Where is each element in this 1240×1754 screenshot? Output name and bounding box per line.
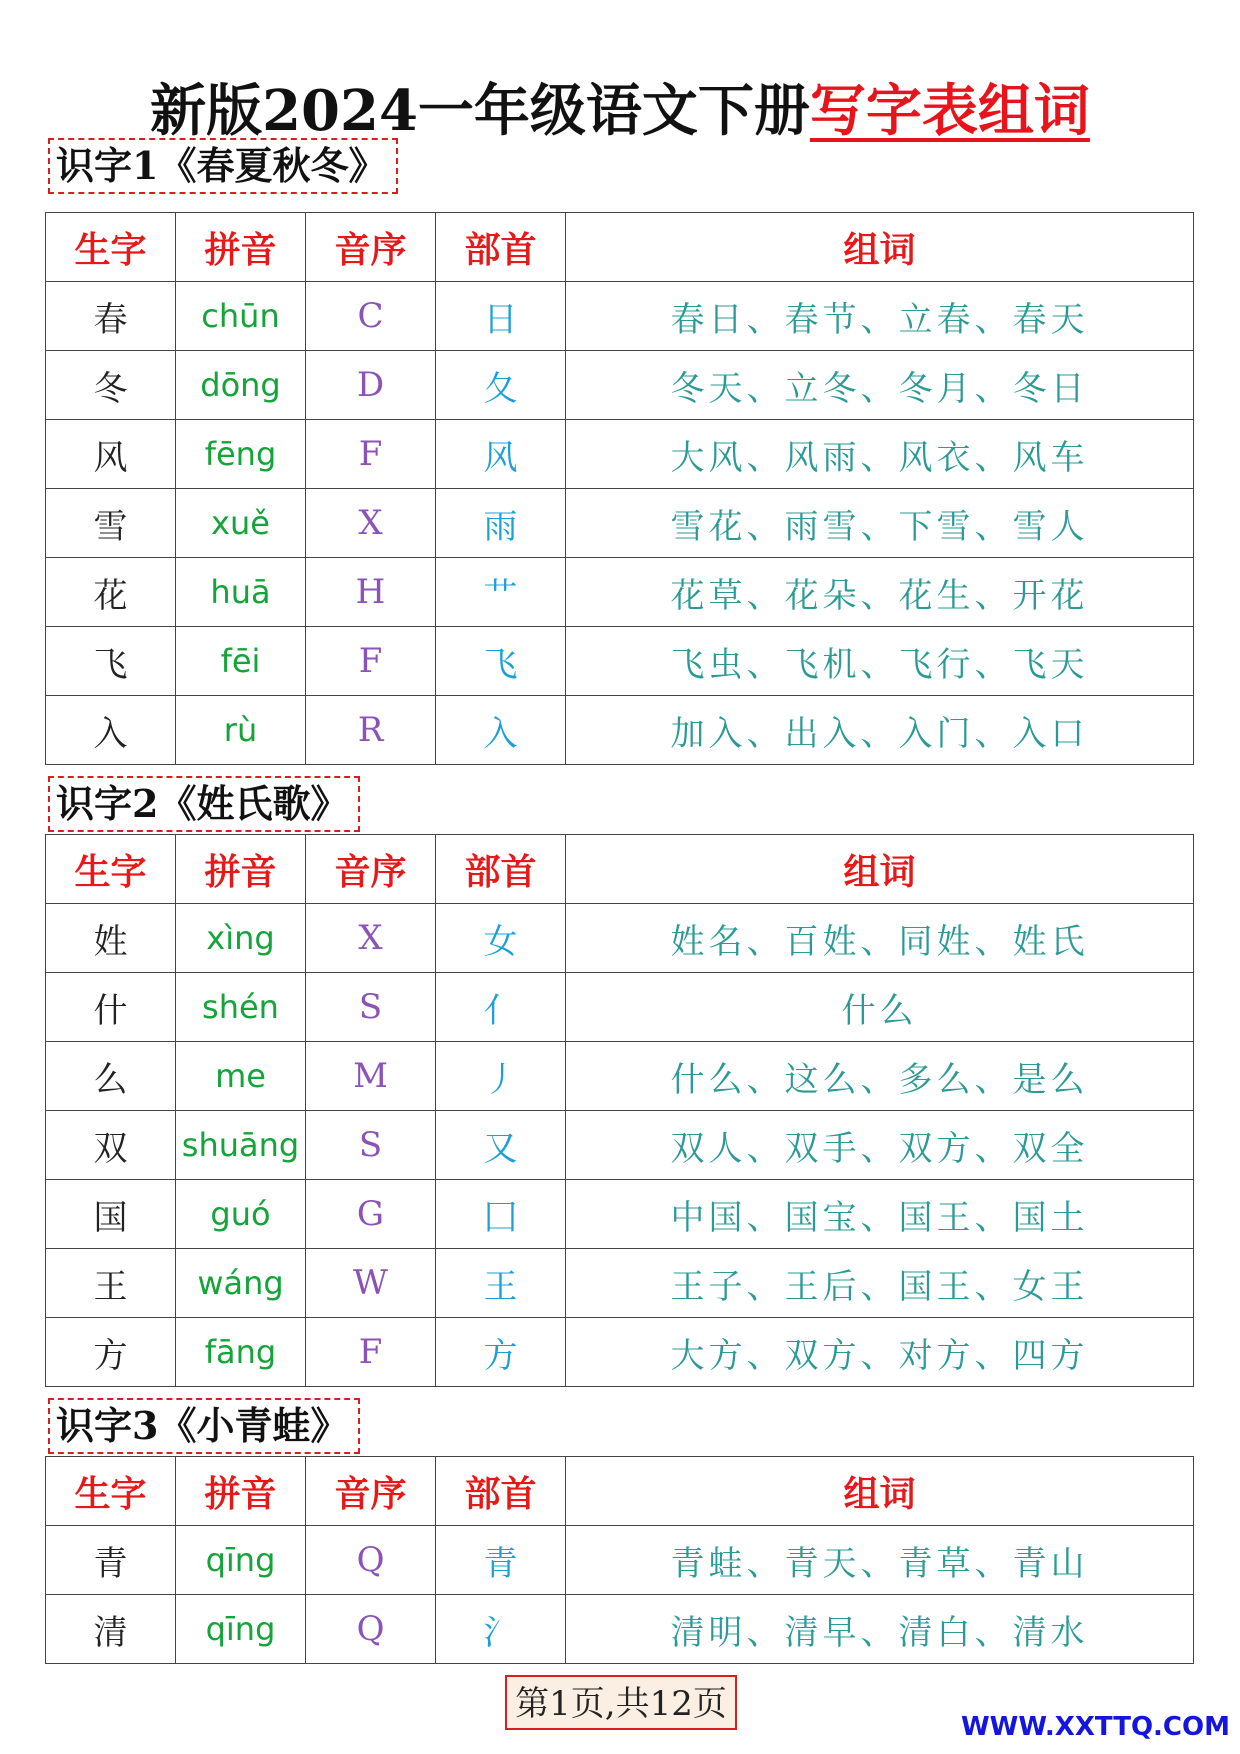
header-char: 生字 bbox=[46, 213, 176, 282]
pinyin-cell: xuě bbox=[176, 489, 306, 558]
radical-cell: 雨 bbox=[436, 489, 566, 558]
table-header-row bbox=[46, 1457, 1194, 1526]
order-cell: S bbox=[306, 973, 436, 1042]
pinyin-cell: qīng bbox=[176, 1595, 306, 1664]
words-cell: 春日、春节、立春、春天 bbox=[566, 282, 1194, 351]
words-cell: 雪花、雨雪、下雪、雪人 bbox=[566, 489, 1194, 558]
words-cell: 加入、出入、入门、入口 bbox=[566, 696, 1194, 765]
title-main: 新版2024一年级语文下册 bbox=[150, 78, 810, 144]
radical-cell: 氵 bbox=[436, 1595, 566, 1664]
char-cell: 姓 bbox=[46, 904, 176, 973]
order-cell: G bbox=[306, 1180, 436, 1249]
char-cell: 飞 bbox=[46, 627, 176, 696]
table-row bbox=[46, 696, 1194, 765]
char-cell: 春 bbox=[46, 282, 176, 351]
words-cell: 中国、国宝、国王、国土 bbox=[566, 1180, 1194, 1249]
radical-cell: 亻 bbox=[436, 973, 566, 1042]
char-cell: 什 bbox=[46, 973, 176, 1042]
table-row bbox=[46, 558, 1194, 627]
words-cell: 大风、风雨、风衣、风车 bbox=[566, 420, 1194, 489]
header-pinyin: 拼音 bbox=[176, 213, 306, 282]
order-cell: W bbox=[306, 1249, 436, 1318]
table-row bbox=[46, 420, 1194, 489]
pinyin-cell: rù bbox=[176, 696, 306, 765]
words-cell: 双人、双手、双方、双全 bbox=[566, 1111, 1194, 1180]
table-row bbox=[46, 904, 1194, 973]
table-row bbox=[46, 1111, 1194, 1180]
words-cell: 大方、双方、对方、四方 bbox=[566, 1318, 1194, 1387]
radical-cell: 女 bbox=[436, 904, 566, 973]
pinyin-cell: shuāng bbox=[176, 1111, 306, 1180]
header-char: 生字 bbox=[46, 1457, 176, 1526]
order-cell: R bbox=[306, 696, 436, 765]
order-cell: F bbox=[306, 420, 436, 489]
char-cell: 风 bbox=[46, 420, 176, 489]
order-cell: X bbox=[306, 904, 436, 973]
table-row bbox=[46, 1318, 1194, 1387]
header-order: 音序 bbox=[306, 213, 436, 282]
order-cell: S bbox=[306, 1111, 436, 1180]
order-cell: F bbox=[306, 627, 436, 696]
radical-cell: 王 bbox=[436, 1249, 566, 1318]
char-cell: 清 bbox=[46, 1595, 176, 1664]
order-cell: M bbox=[306, 1042, 436, 1111]
pinyin-cell: guó bbox=[176, 1180, 306, 1249]
page-title bbox=[0, 76, 1240, 146]
header-pinyin: 拼音 bbox=[176, 1457, 306, 1526]
table-row bbox=[46, 1180, 1194, 1249]
title-highlight: 写字表组词 bbox=[809, 78, 1090, 144]
table-row bbox=[46, 489, 1194, 558]
header-radical: 部首 bbox=[436, 1457, 566, 1526]
words-cell: 姓名、百姓、同姓、姓氏 bbox=[566, 904, 1194, 973]
order-cell: H bbox=[306, 558, 436, 627]
char-cell: 方 bbox=[46, 1318, 176, 1387]
header-char: 生字 bbox=[46, 835, 176, 904]
char-cell: 王 bbox=[46, 1249, 176, 1318]
char-cell: 么 bbox=[46, 1042, 176, 1111]
radical-cell: 方 bbox=[436, 1318, 566, 1387]
header-words: 组词 bbox=[566, 1457, 1194, 1526]
header-order: 音序 bbox=[306, 835, 436, 904]
radical-cell: 又 bbox=[436, 1111, 566, 1180]
radical-cell: 艹 bbox=[436, 558, 566, 627]
header-radical: 部首 bbox=[436, 835, 566, 904]
pinyin-cell: me bbox=[176, 1042, 306, 1111]
radical-cell: 丿 bbox=[436, 1042, 566, 1111]
char-cell: 入 bbox=[46, 696, 176, 765]
words-cell: 清明、清早、清白、清水 bbox=[566, 1595, 1194, 1664]
header-words: 组词 bbox=[566, 835, 1194, 904]
words-cell: 冬天、立冬、冬月、冬日 bbox=[566, 351, 1194, 420]
char-cell: 双 bbox=[46, 1111, 176, 1180]
table-row bbox=[46, 1526, 1194, 1595]
section-label-3: 识字3《小青蛙》 bbox=[48, 1398, 360, 1454]
header-radical: 部首 bbox=[436, 213, 566, 282]
table-header-row bbox=[46, 213, 1194, 282]
pinyin-cell: fāng bbox=[176, 1318, 306, 1387]
pinyin-cell: wáng bbox=[176, 1249, 306, 1318]
pinyin-cell: shén bbox=[176, 973, 306, 1042]
char-cell: 青 bbox=[46, 1526, 176, 1595]
section-label-2: 识字2《姓氏歌》 bbox=[48, 776, 360, 832]
header-order: 音序 bbox=[306, 1457, 436, 1526]
table-row bbox=[46, 627, 1194, 696]
table-row bbox=[46, 351, 1194, 420]
char-cell: 雪 bbox=[46, 489, 176, 558]
order-cell: Q bbox=[306, 1526, 436, 1595]
words-cell: 飞虫、飞机、飞行、飞天 bbox=[566, 627, 1194, 696]
word-table-2 bbox=[45, 834, 1194, 1387]
word-table-3 bbox=[45, 1456, 1194, 1664]
radical-cell: 入 bbox=[436, 696, 566, 765]
table-row bbox=[46, 1249, 1194, 1318]
char-cell: 花 bbox=[46, 558, 176, 627]
header-words: 组词 bbox=[566, 213, 1194, 282]
table-header-row bbox=[46, 835, 1194, 904]
table-row bbox=[46, 1042, 1194, 1111]
radical-cell: 夂 bbox=[436, 351, 566, 420]
radical-cell: 风 bbox=[436, 420, 566, 489]
pinyin-cell: fēng bbox=[176, 420, 306, 489]
section-label-1: 识字1《春夏秋冬》 bbox=[48, 138, 398, 194]
order-cell: C bbox=[306, 282, 436, 351]
words-cell: 青蛙、青天、青草、青山 bbox=[566, 1526, 1194, 1595]
words-cell: 什么 bbox=[566, 973, 1194, 1042]
words-cell: 王子、王后、国王、女王 bbox=[566, 1249, 1194, 1318]
table-row bbox=[46, 1595, 1194, 1664]
radical-cell: 日 bbox=[436, 282, 566, 351]
char-cell: 冬 bbox=[46, 351, 176, 420]
word-table-1 bbox=[45, 212, 1194, 765]
pinyin-cell: dōng bbox=[176, 351, 306, 420]
header-pinyin: 拼音 bbox=[176, 835, 306, 904]
radical-cell: 青 bbox=[436, 1526, 566, 1595]
order-cell: X bbox=[306, 489, 436, 558]
website-link[interactable]: WWW.XXTTQ.COM bbox=[961, 1712, 1230, 1742]
order-cell: F bbox=[306, 1318, 436, 1387]
pinyin-cell: qīng bbox=[176, 1526, 306, 1595]
pinyin-cell: chūn bbox=[176, 282, 306, 351]
table-row bbox=[46, 282, 1194, 351]
order-cell: D bbox=[306, 351, 436, 420]
page-number: 第1页,共12页 bbox=[505, 1675, 737, 1730]
table-row bbox=[46, 973, 1194, 1042]
radical-cell: 囗 bbox=[436, 1180, 566, 1249]
order-cell: Q bbox=[306, 1595, 436, 1664]
char-cell: 国 bbox=[46, 1180, 176, 1249]
words-cell: 什么、这么、多么、是么 bbox=[566, 1042, 1194, 1111]
radical-cell: 飞 bbox=[436, 627, 566, 696]
pinyin-cell: xìng bbox=[176, 904, 306, 973]
words-cell: 花草、花朵、花生、开花 bbox=[566, 558, 1194, 627]
pinyin-cell: huā bbox=[176, 558, 306, 627]
pinyin-cell: fēi bbox=[176, 627, 306, 696]
